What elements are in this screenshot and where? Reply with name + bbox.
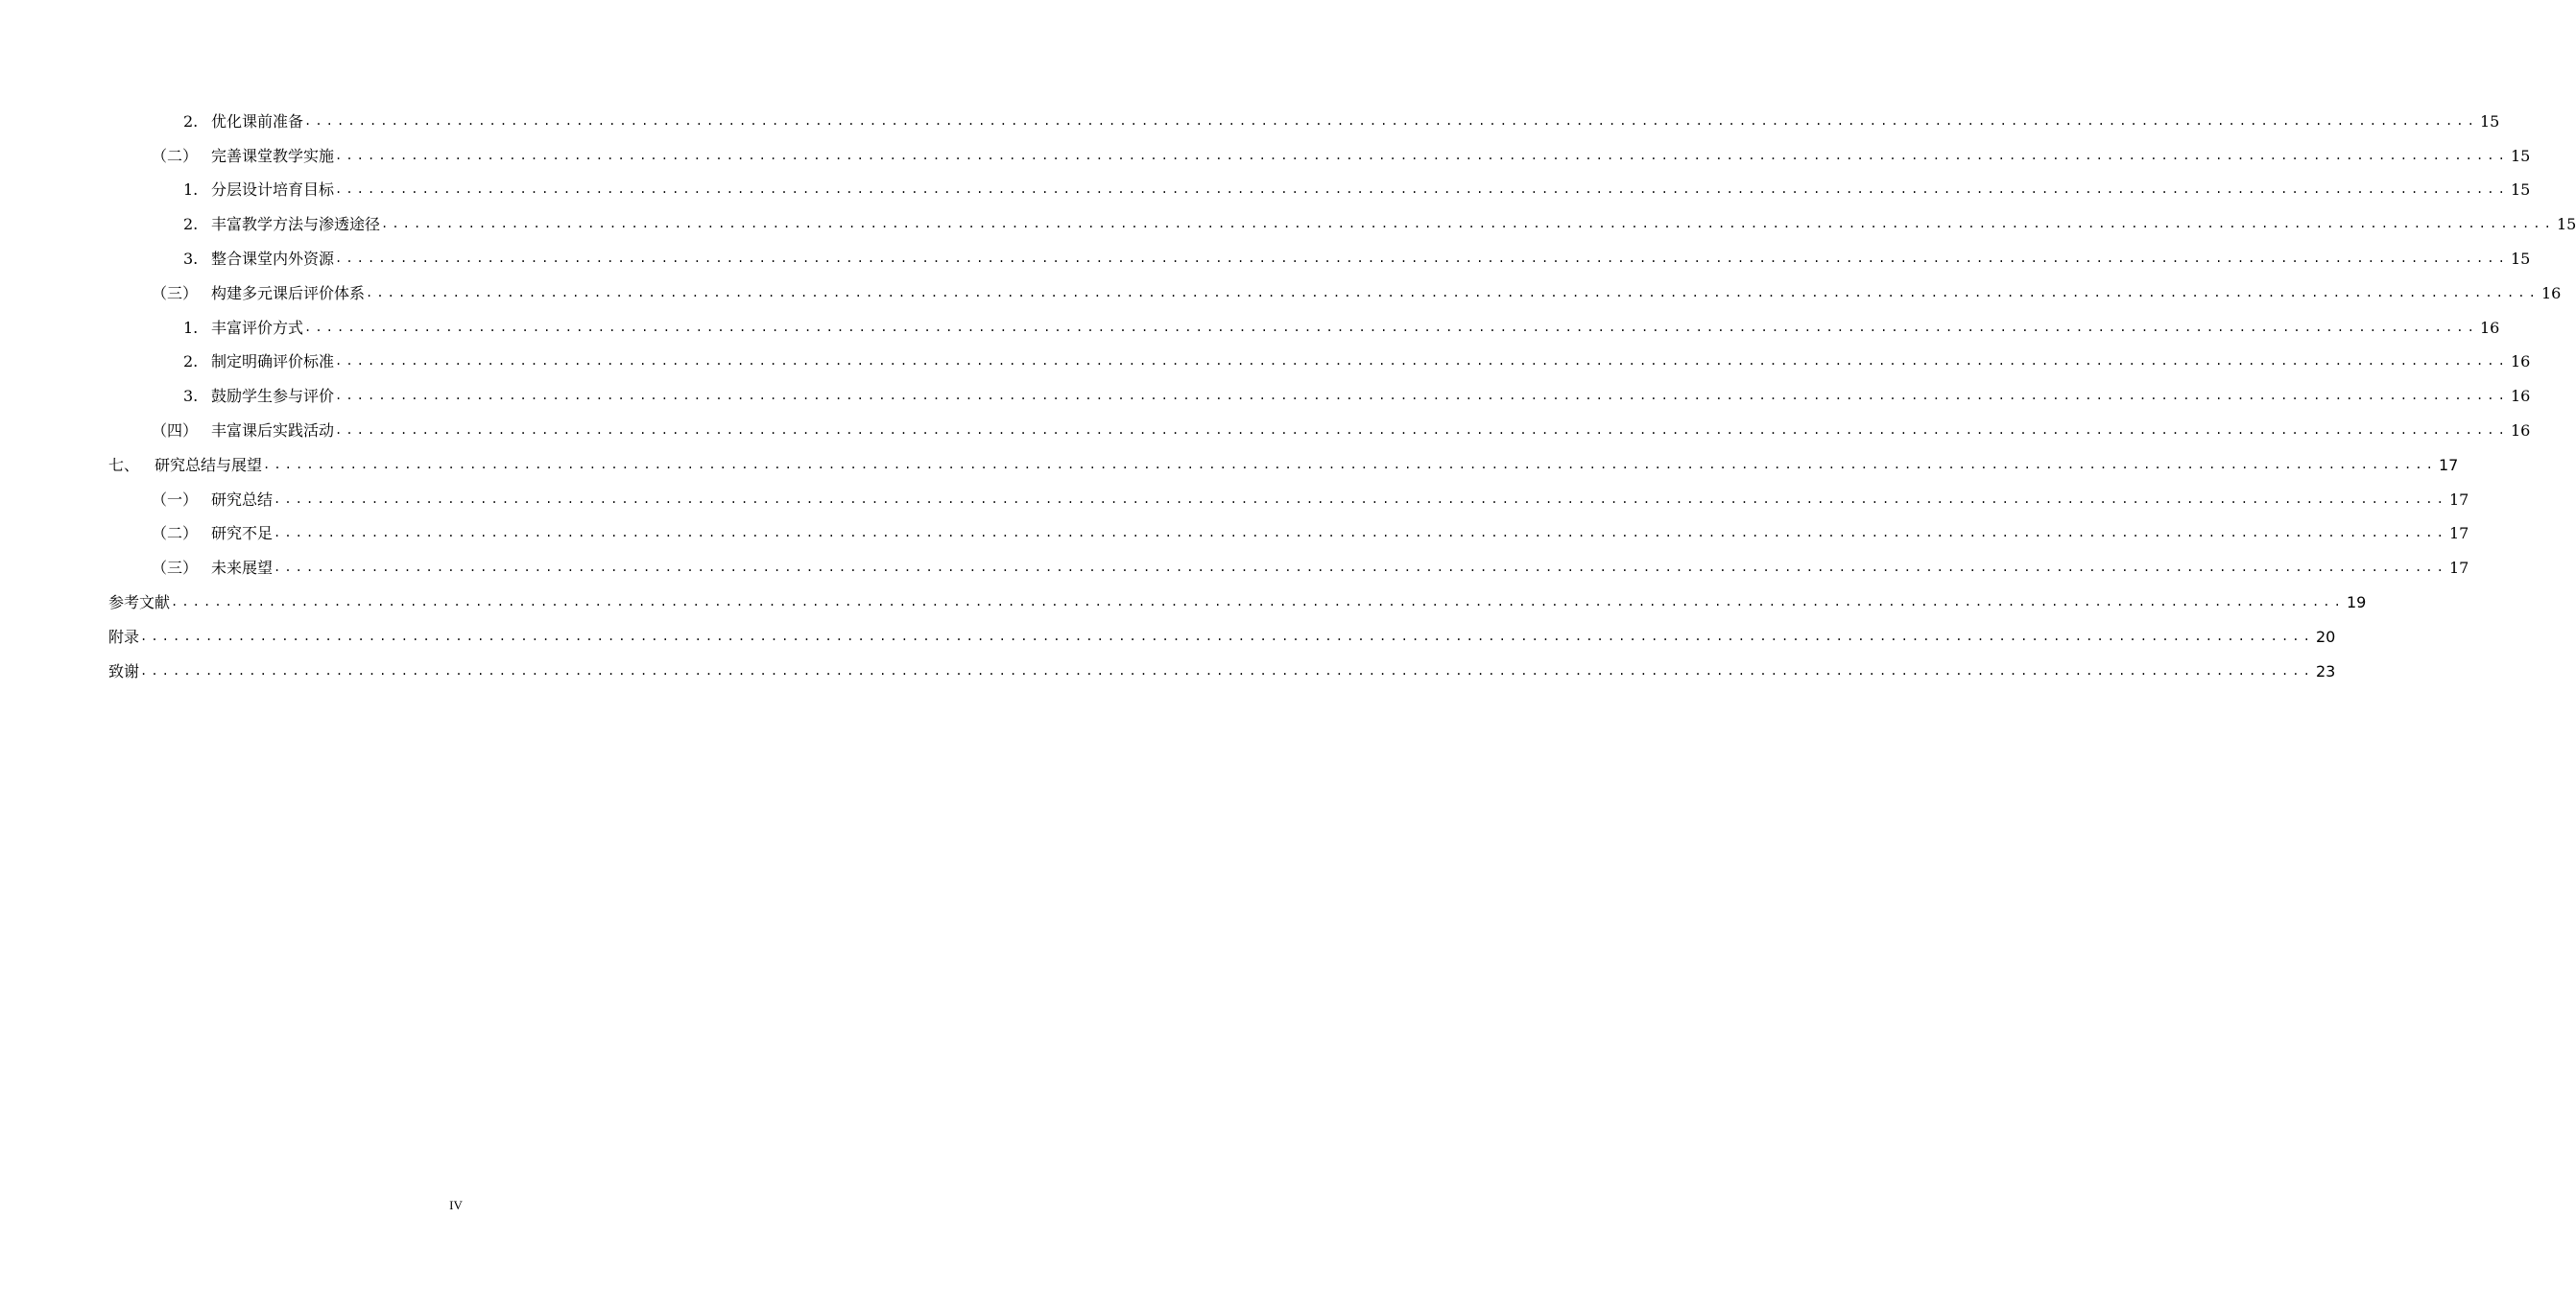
dot-leader: ........................................................................................................................................................................................................ — [274, 561, 2447, 575]
toc-entry[interactable] — [0, 105, 2500, 139]
toc-entry-title: 制定明确评价标准 — [211, 352, 335, 371]
dot-leader: ........................................................................................................................................................................................................ — [335, 422, 2509, 437]
dot-leader: ........................................................................................................................................................................................................ — [366, 285, 2540, 299]
dot-leader: ........................................................................................................................................................................................................ — [263, 457, 2437, 471]
toc-entry[interactable] — [0, 620, 2336, 655]
toc-entry-page: 15 — [2556, 215, 2576, 234]
toc-entry[interactable] — [0, 414, 2531, 448]
toc-entry-page: 16 — [2540, 283, 2562, 302]
toc-entry-page: 19 — [2346, 593, 2367, 612]
toc-entry-page: 16 — [2510, 352, 2531, 371]
toc-entry-title: 整合课堂内外资源 — [211, 250, 335, 269]
toc-entry-title: 附录 — [108, 627, 140, 646]
toc-entry-number: 3. — [183, 250, 199, 269]
toc-entry[interactable] — [0, 346, 2531, 380]
dot-leader: ........................................................................................................................................................................................................ — [335, 148, 2509, 162]
toc-entry[interactable] — [0, 655, 2336, 689]
toc-entry-title: 构建多元课后评价体系 — [211, 283, 366, 302]
toc-entry-page: 17 — [2448, 559, 2469, 578]
toc-entry-page: 16 — [2510, 387, 2531, 406]
toc-entry[interactable] — [0, 207, 2576, 242]
toc-entry-title: 丰富教学方法与渗透途径 — [211, 215, 381, 234]
page-number: IV — [449, 1198, 463, 1212]
toc-entry-number: 七、 — [108, 455, 140, 474]
toc-entry-number: 3. — [183, 387, 199, 406]
toc-entry-page: 15 — [2510, 180, 2531, 200]
toc-entry-number: （三） — [152, 559, 199, 578]
dot-leader: ........................................................................................................................................................................................................ — [381, 217, 2555, 231]
toc-entry-title: 致谢 — [108, 661, 140, 681]
toc-entry-page: 15 — [2479, 111, 2500, 131]
toc-entry-page: 15 — [2510, 250, 2531, 269]
toc-entry-title: 优化课前准备 — [211, 111, 304, 131]
toc-entry-page: 20 — [2315, 627, 2336, 646]
toc-entry-title: 丰富课后实践活动 — [211, 421, 335, 441]
dot-leader: ........................................................................................................................................................................................................ — [335, 182, 2509, 197]
toc-entry-number: （四） — [152, 421, 199, 441]
toc-entry[interactable] — [0, 448, 2459, 483]
toc-entry-page: 17 — [2448, 524, 2469, 543]
toc-entry-title: 研究总结与展望 — [155, 455, 263, 474]
toc-entry-number: 1. — [183, 180, 199, 200]
toc-entry[interactable] — [0, 585, 2367, 620]
dot-leader: ........................................................................................................................................................................................................ — [335, 389, 2509, 403]
toc-entry-title: 研究不足 — [211, 524, 274, 543]
toc-entry-title: 未来展望 — [211, 559, 274, 578]
toc-entry[interactable] — [0, 174, 2531, 208]
toc-entry[interactable] — [0, 517, 2469, 552]
toc-entry-page: 23 — [2315, 661, 2336, 681]
dot-leader: ........................................................................................................................................................................................................ — [140, 629, 2314, 643]
dot-leader: ........................................................................................................................................................................................................ — [274, 526, 2447, 540]
toc-entry-page: 17 — [2438, 455, 2459, 474]
toc-entry-title: 鼓励学生参与评价 — [211, 387, 335, 406]
dot-leader: ........................................................................................................................................................................................................ — [140, 663, 2314, 678]
toc-entry-page: 15 — [2510, 146, 2531, 165]
table-of-contents — [0, 105, 2576, 689]
toc-entry[interactable] — [0, 139, 2531, 174]
dot-leader: ........................................................................................................................................................................................................ — [274, 491, 2447, 506]
toc-entry-number: 2. — [183, 215, 199, 234]
toc-entry-number: （二） — [152, 524, 199, 543]
dot-leader: ........................................................................................................................................................................................................ — [304, 320, 2478, 334]
toc-entry[interactable] — [0, 311, 2500, 346]
toc-entry-page: 16 — [2510, 421, 2531, 441]
toc-entry-number: （一） — [152, 490, 199, 509]
toc-entry-title: 丰富评价方式 — [211, 318, 304, 337]
toc-entry[interactable] — [0, 483, 2469, 517]
toc-entry[interactable] — [0, 551, 2469, 585]
dot-leader: ........................................................................................................................................................................................................ — [335, 354, 2509, 369]
dot-leader: ........................................................................................................................................................................................................ — [304, 113, 2478, 128]
toc-entry-number: 1. — [183, 318, 199, 337]
toc-entry[interactable] — [0, 379, 2531, 414]
toc-entry-number: （三） — [152, 283, 199, 302]
toc-entry-title: 分层设计培育目标 — [211, 180, 335, 200]
toc-entry-number: 2. — [183, 352, 199, 371]
toc-entry-page: 16 — [2479, 318, 2500, 337]
toc-entry-number: 2. — [183, 111, 199, 131]
toc-entry-title: 参考文献 — [108, 593, 171, 612]
toc-entry[interactable] — [0, 242, 2531, 276]
toc-entry-title: 研究总结 — [211, 490, 274, 509]
dot-leader: ........................................................................................................................................................................................................ — [335, 251, 2509, 265]
toc-entry[interactable] — [0, 276, 2562, 311]
toc-entry-number: （二） — [152, 146, 199, 165]
toc-entry-title: 完善课堂教学实施 — [211, 146, 335, 165]
dot-leader: ........................................................................................................................................................................................................ — [171, 594, 2345, 609]
toc-entry-page: 17 — [2448, 490, 2469, 509]
